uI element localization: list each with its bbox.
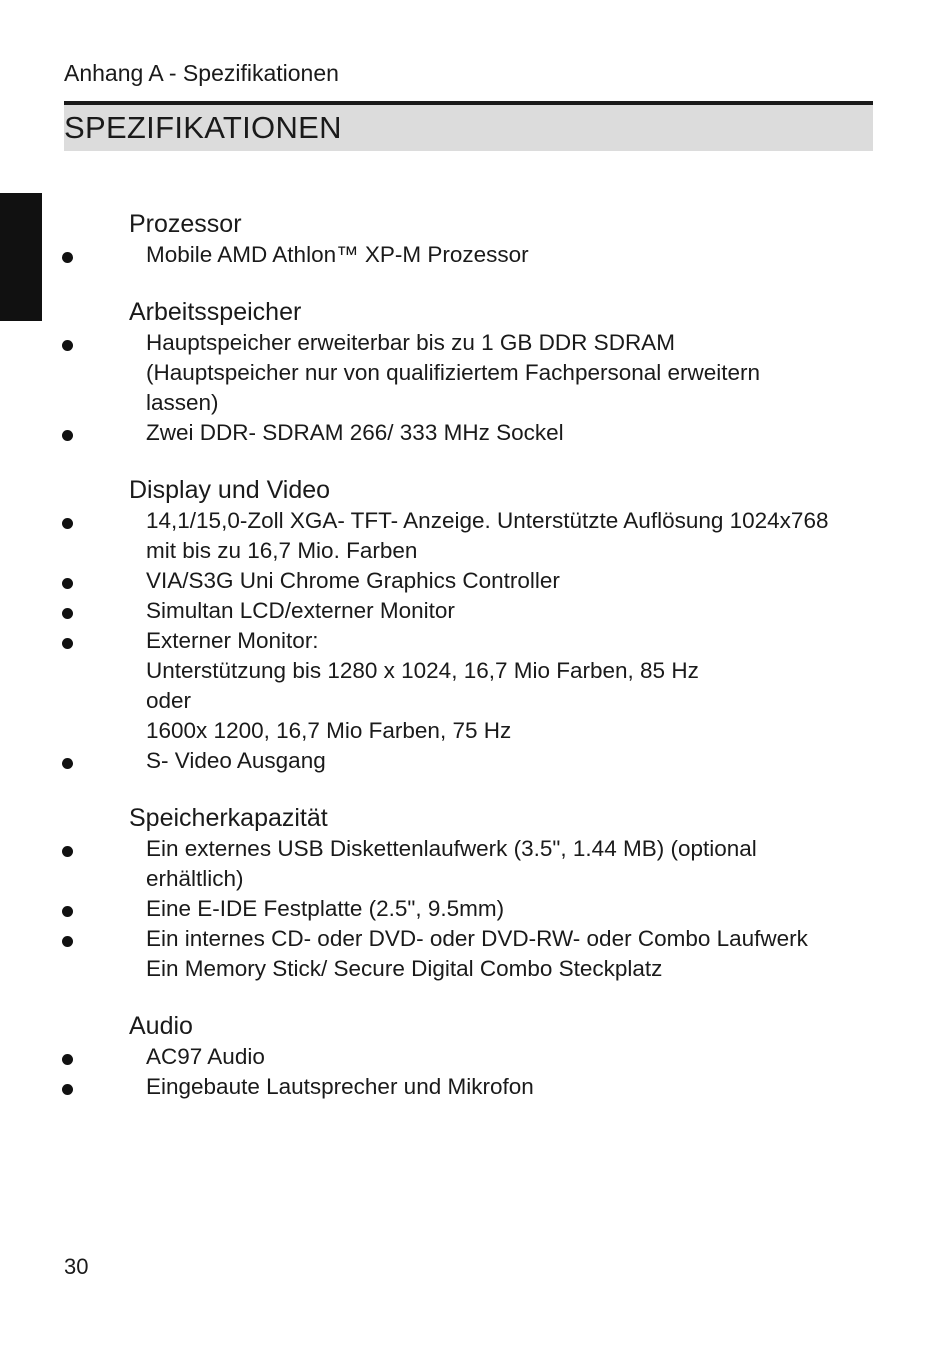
spec-item: [146, 924, 876, 954]
spec-item: [146, 596, 876, 626]
spec-item-line: Zwei DDR- SDRAM 266/ 333 MHz Sockel: [146, 420, 564, 445]
spec-item: [146, 954, 876, 984]
bullet-icon: [62, 340, 73, 351]
spec-item-line: (Hauptspeicher nur von qualifiziertem Fachpersonal erweitern: [146, 360, 761, 385]
spec-list: [0, 208, 950, 1128]
spec-item-line: mit bis zu 16,7 Mio. Farben: [146, 538, 418, 563]
spec-section: [0, 474, 950, 776]
spec-item: [146, 1042, 876, 1072]
bullet-icon: [62, 1084, 73, 1095]
bullet-icon: [62, 936, 73, 947]
page-title: SPEZIFIKATIONEN: [64, 110, 342, 145]
section-heading: Speicherkapazität: [129, 804, 328, 832]
spec-item-line: lassen): [146, 390, 219, 415]
running-head: Anhang A - Spezifikationen: [64, 60, 339, 86]
section-heading: Arbeitsspeicher: [129, 298, 302, 326]
bullet-icon: [62, 1054, 73, 1065]
page-number: 30: [64, 1254, 89, 1279]
spec-item-line: Unterstützung bis 1280 x 1024, 16,7 Mio Farben, 85 Hz: [146, 658, 699, 683]
bullet-icon: [62, 906, 73, 917]
bullet-icon: [62, 608, 73, 619]
spec-section: [0, 296, 950, 448]
spec-item-line: VIA/S3G Uni Chrome Graphics Controller: [146, 568, 560, 593]
spec-item: [146, 746, 876, 776]
spec-item-line: Hauptspeicher erweiterbar bis zu 1 GB DDR SDRAM: [146, 330, 675, 355]
spec-item-line: AC97 Audio: [146, 1044, 265, 1069]
spec-item: [146, 566, 876, 596]
spec-item: [146, 894, 876, 924]
section-heading: Prozessor: [129, 210, 242, 238]
spec-item: [146, 506, 876, 566]
spec-item: [146, 240, 876, 270]
spec-item-line: Mobile AMD Athlon™ XP-M Prozessor: [146, 242, 529, 267]
spec-item-line: Externer Monitor:: [146, 628, 319, 653]
spec-item-line: Ein Memory Stick/ Secure Digital Combo Steckplatz: [146, 956, 663, 981]
spec-section: [0, 1010, 950, 1102]
spec-item: [146, 626, 876, 746]
spec-item: [146, 328, 876, 418]
bullet-icon: [62, 846, 73, 857]
spec-section: [0, 208, 950, 270]
spec-item: [146, 1072, 876, 1102]
spec-item-line: 1600x 1200, 16,7 Mio Farben, 75 Hz: [146, 718, 512, 743]
spec-section: [0, 802, 950, 984]
spec-item-line: Eingebaute Lautsprecher und Mikrofon: [146, 1074, 534, 1099]
spec-item-line: Simultan LCD/externer Monitor: [146, 598, 455, 623]
spec-item-line: Ein externes USB Diskettenlaufwerk (3.5", 1.44 MB) (optional: [146, 836, 757, 861]
bullet-icon: [62, 430, 73, 441]
spec-item-line: erhältlich): [146, 866, 244, 891]
bullet-icon: [62, 518, 73, 529]
bullet-icon: [62, 578, 73, 589]
bullet-icon: [62, 758, 73, 769]
spec-item-line: Ein internes CD- oder DVD- oder DVD-RW- oder Combo Laufwerk: [146, 926, 808, 951]
spec-item-line: S- Video Ausgang: [146, 748, 326, 773]
title-band: [64, 105, 873, 151]
spec-item-line: 14,1/15,0-Zoll XGA- TFT- Anzeige. Unterstützte Auflösung 1024x768: [146, 508, 829, 533]
section-heading: Display und Video: [129, 476, 331, 504]
section-heading: Audio: [129, 1012, 193, 1040]
bullet-icon: [62, 252, 73, 263]
spec-item: [146, 834, 876, 894]
bullet-icon: [62, 638, 73, 649]
spec-item-line: Eine E-IDE Festplatte (2.5", 9.5mm): [146, 896, 505, 921]
spec-item: [146, 418, 876, 448]
spec-item-line: oder: [146, 688, 192, 713]
